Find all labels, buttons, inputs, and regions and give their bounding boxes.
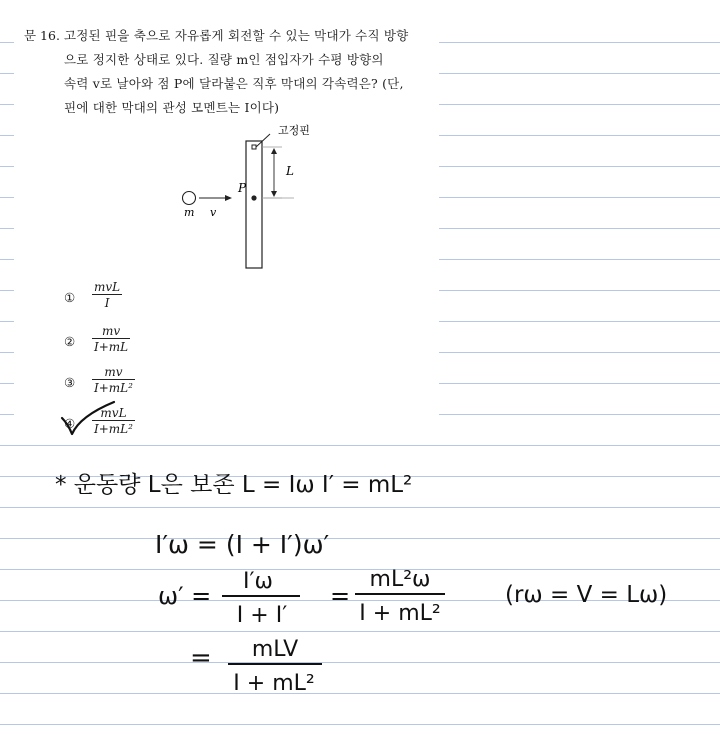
choice-number: ③ xyxy=(64,375,76,390)
hw-frac3-num: mLV xyxy=(251,637,299,662)
choice-fraction: $\frac{mv}{\text{I+mL²}}$ xyxy=(94,365,133,395)
mass-label: m xyxy=(184,206,195,219)
point-label: P xyxy=(238,181,247,195)
hw-line-1: * 운동량 L은 보존 L = Iω I′ = mL² xyxy=(55,472,413,498)
hw-frac1-den: I + I′ xyxy=(236,603,288,628)
hw-frac2-den: I + mL² xyxy=(359,601,441,626)
choice-number: ② xyxy=(64,334,76,349)
question-line: 속력 v로 날아와 점 P에 달라붙은 직후 막대의 각속력은? (단, xyxy=(64,76,404,91)
choice-number: ① xyxy=(64,290,76,305)
velocity-label: v xyxy=(210,206,217,219)
hw-frac3-den: I + mL² xyxy=(233,671,315,696)
question-line: 으로 정지한 상태로 있다. 질량 m인 점입자가 수평 방향의 xyxy=(64,52,384,67)
choice-fraction: mvL I xyxy=(94,280,121,310)
hw-omega-prime: ω′ = xyxy=(158,582,212,610)
choice-fraction: $\frac{mv}{I+mL}$ xyxy=(94,324,129,354)
choice-number: ④ xyxy=(64,416,76,431)
hw-frac1-num: I′ω xyxy=(243,569,273,594)
pin-label: 고정핀 xyxy=(278,124,310,137)
hw-side-note: (rω = V = Lω) xyxy=(505,582,668,608)
hw-line-2: I′ω = (I + I′)ω′ xyxy=(155,530,330,559)
question-line: 핀에 대한 막대의 관성 모멘트는 I이다) xyxy=(64,100,280,115)
length-label: L xyxy=(286,164,294,178)
hw-eq: = xyxy=(330,582,351,610)
hw-line-4-eq: = xyxy=(190,643,212,673)
question-number: 문 16. xyxy=(24,28,60,43)
choice-fraction: mvL I+mL² xyxy=(94,406,133,436)
question-line: 고정된 핀을 축으로 자유롭게 회전할 수 있는 막대가 수직 방향 xyxy=(64,28,409,43)
hw-frac2-num: mL²ω xyxy=(369,567,431,592)
